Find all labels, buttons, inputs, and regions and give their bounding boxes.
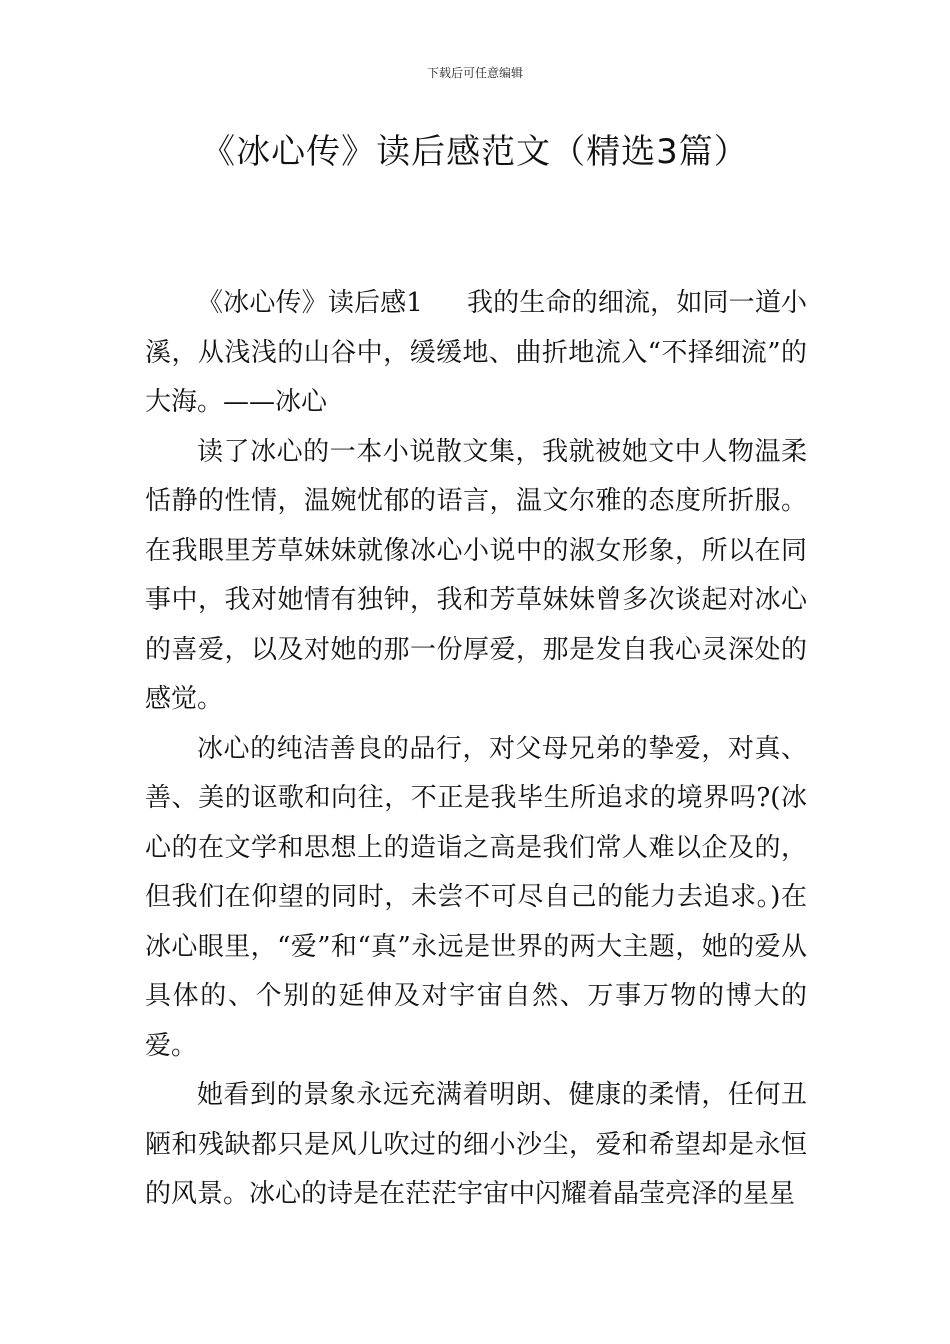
document-title: 《冰心传》读后感范文（精选3篇） xyxy=(201,132,749,172)
header-note: 下载后可任意编辑 xyxy=(426,66,523,80)
document-body xyxy=(145,279,807,1220)
paragraph-4: 她看到的景象永远充满着明朗、健康的柔情，任何丑陋和残缺都只是风儿吹过的细小沙尘，爱和希望却是永恒的风景。冰心的诗是在茫茫宇宙中闪耀着晶莹亮泽的星星 xyxy=(145,1080,807,1209)
paragraph-3: 冰心的纯洁善良的品行，对父母兄弟的挚爱，对真、善、美的讴歌和向往，不正是我毕生所追求的境界吗?(冰心的在文学和思想上的造诣之高是我们常人难以企及的，但我们在仰望的同时，未尝不可尽自己的能力去追求。)在冰心眼里，“爱”和“真”永远是世界的两大主题，她的爱从具体的、个别的延伸及对宇宙自然、万事万物的博大的爱。 xyxy=(145,733,807,1061)
paragraph-1-text: 我的生命的细流，如同一道小溪，从浅浅的山谷中，缓缓地、曲折地流入“不择细流”的大海。——冰心 xyxy=(145,288,807,417)
paragraph-2: 读了冰心的一本小说散文集，我就被她文中人物温柔恬静的性情，温婉忧郁的语言，温文尔雅的态度所折服。在我眼里芳草妹妹就像冰心小说中的淑女形象，所以在同事中，我对她情有独钟，我和芳草妹妹曾多次谈起对冰心的喜爱，以及对她的那一份厚爱，那是发自我心灵深处的感觉。 xyxy=(145,436,807,714)
section-heading: 《冰心传》读后感1 xyxy=(197,288,423,318)
paragraph-1 xyxy=(145,279,807,428)
